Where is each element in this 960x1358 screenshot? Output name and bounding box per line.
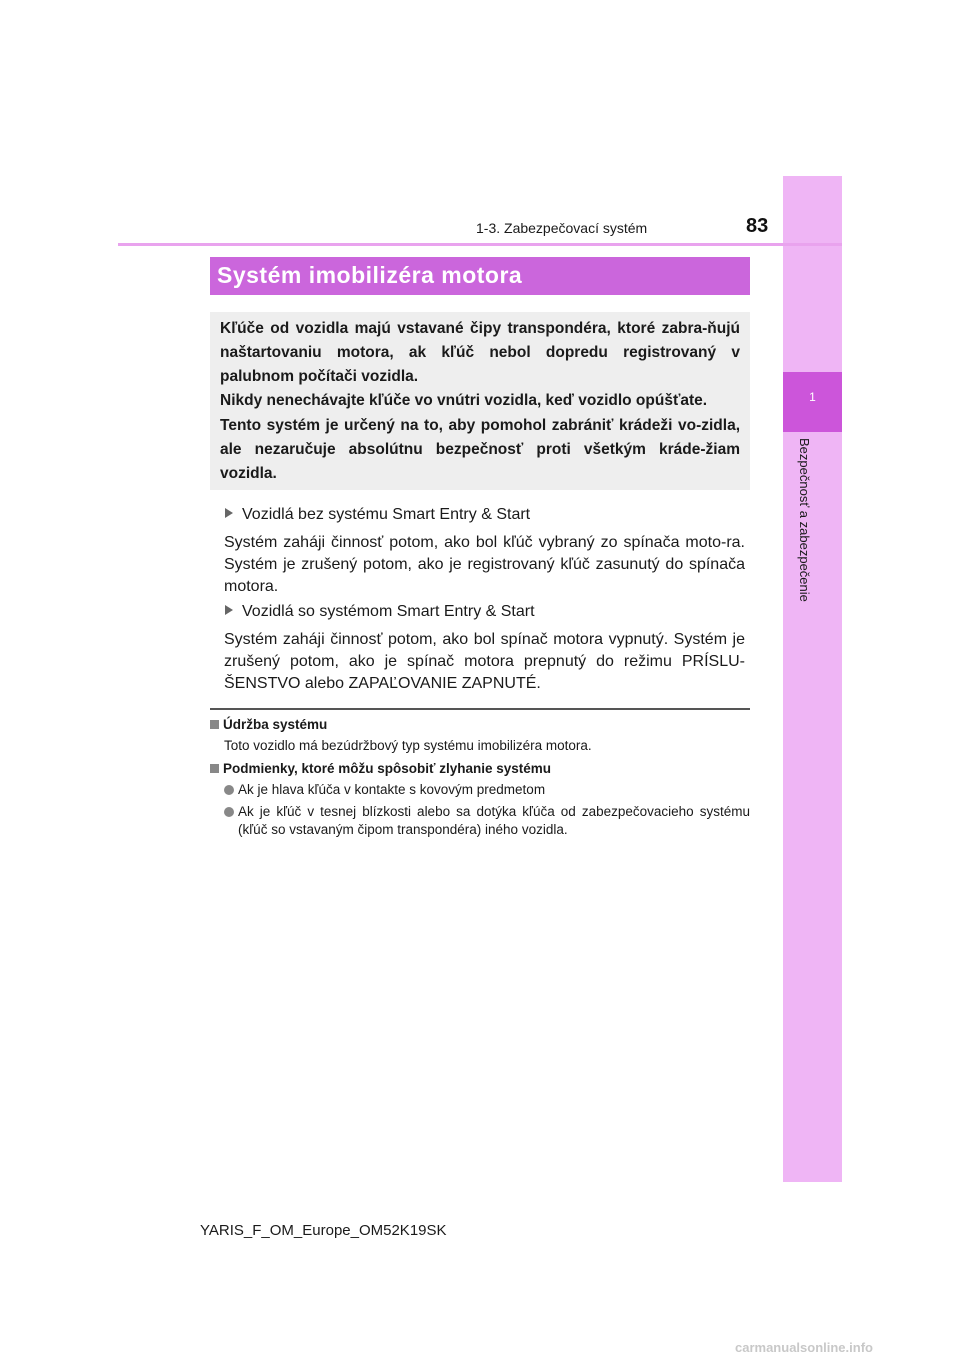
- notes-divider: [210, 708, 750, 710]
- header-divider: [118, 243, 842, 246]
- section-label: 1-3. Zabezpečovací systém: [476, 220, 648, 236]
- variant-heading: Vozidlá bez systému Smart Entry & Start: [225, 504, 530, 526]
- page-title-bar: [210, 257, 750, 295]
- variant-text: Systém zaháji činnosť potom, ako bol spínač motora vypnutý. Systém je zrušený potom, ako je spínač motora prepnutý do režimu PRÍSLU-ŠENSTVO alebo ZAPAĽOVANIE ZAPNUTÉ.: [224, 631, 745, 692]
- intro-paragraph: Nikdy nenechávajte kľúče vo vnútri vozidla, keď vozidlo opúšťate.: [220, 392, 708, 409]
- triangle-bullet-icon: [225, 508, 233, 518]
- variant-text: Systém zaháji činnosť potom, ako bol kľúč vybraný zo spínača moto-ra. Systém je zrušený potom, ako je registrovaný kľúč zasunutý do spínača motora.: [224, 534, 745, 595]
- chapter-title-vertical: Bezpečnosť a zabezpečenie: [797, 438, 812, 602]
- chapter-number-tab: [783, 372, 842, 432]
- variant-heading: Vozidlá so systémom Smart Entry & Start: [225, 601, 535, 623]
- triangle-bullet-icon: [225, 605, 233, 615]
- circle-bullet-icon: [224, 807, 234, 817]
- note-text: Toto vozidlo má bezúdržbový typ systému imobilizéra motora.: [224, 738, 592, 753]
- chapter-side-tab: [783, 176, 842, 1182]
- watermark: carmanualsonline.info: [735, 1340, 873, 1355]
- footer-code: YARIS_F_OM_Europe_OM52K19SK: [200, 1222, 447, 1239]
- circle-bullet-icon: [224, 785, 234, 795]
- square-bullet-icon: [210, 720, 219, 729]
- note-list-item: Ak je kľúč v tesnej blízkosti alebo sa dotýka kľúča od zabezpečovacieho systému (kľúč so vstavaným čipom transpondéra) iného vozidla.: [224, 803, 750, 839]
- intro-box: [210, 312, 750, 490]
- intro-paragraph: Kľúče od vozidla majú vstavané čipy transpondéra, ktoré zabra-ňujú naštartovaniu motora, ak kľúč nebol dopredu registrovaný v palubnom počítači vozidla.: [220, 320, 740, 385]
- square-bullet-icon: [210, 764, 219, 773]
- note-heading: Údržba systému: [210, 716, 327, 734]
- note-heading: Podmienky, ktoré môžu spôsobiť zlyhanie systému: [210, 760, 551, 778]
- chapter-number: 1: [809, 390, 816, 404]
- page-title: Systém imobilizéra motora: [217, 262, 523, 288]
- page-number: 83: [746, 215, 769, 237]
- note-list-item: Ak je hlava kľúča v kontakte s kovovým predmetom: [224, 781, 750, 799]
- intro-paragraph: Tento systém je určený na to, aby pomohol zabrániť krádeži vo-zidla, ale nezaručuje absolútnu bezpečnosť proti všetkým kráde-žiam vozidla.: [220, 417, 740, 482]
